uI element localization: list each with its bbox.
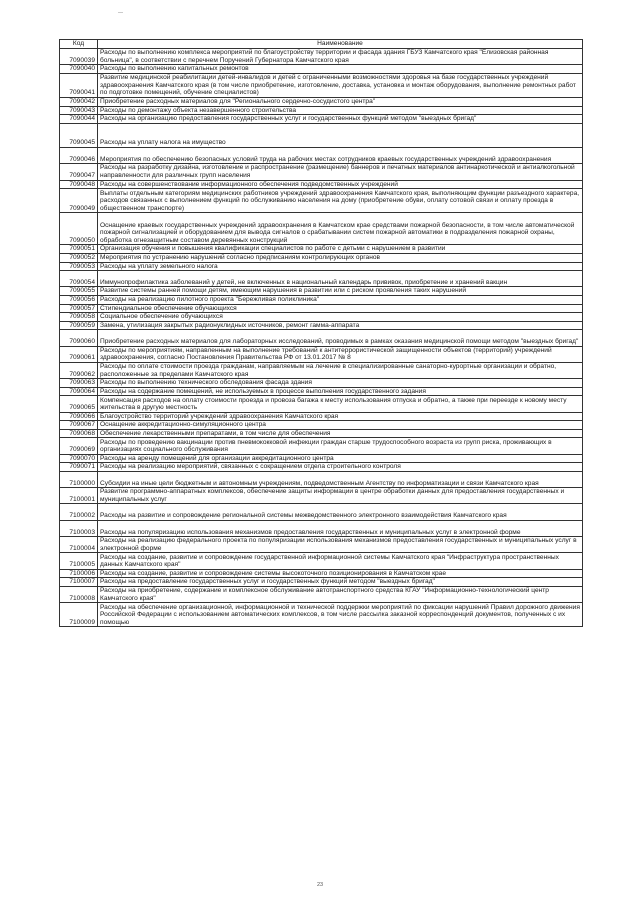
- table-header-row: [60, 40, 583, 49]
- row-code: 7090047: [60, 164, 98, 180]
- row-code: 7090050: [60, 213, 98, 245]
- table-row: [60, 65, 583, 74]
- row-name: Расходы по оплате стоимости проезда гражданам, направляемым на лечение в специализированные санаторно-курортные организации и обратно, расположенные за пределами Камчатского края: [98, 362, 583, 378]
- row-code: 7090068: [60, 429, 98, 438]
- row-code: 7100001: [60, 488, 98, 504]
- table-row: [60, 73, 583, 97]
- row-name: Расходы по выполнению технического обследования фасада здания: [98, 379, 583, 388]
- row-code: 7090041: [60, 73, 98, 97]
- codes-table: [59, 39, 583, 627]
- table-body: [60, 49, 583, 627]
- table-row: [60, 553, 583, 569]
- row-name: Приобретение расходных материалов для "Регионального сердечно-сосудистого центра": [98, 98, 583, 107]
- row-code: 7100009: [60, 603, 98, 627]
- row-code: 7090063: [60, 379, 98, 388]
- table-row: [60, 304, 583, 313]
- row-code: 7090064: [60, 387, 98, 396]
- table-row: [60, 603, 583, 627]
- table-row: [60, 164, 583, 180]
- table-row: [60, 296, 583, 305]
- row-code: 7100008: [60, 586, 98, 602]
- row-name: Организация обучения и повышения квалификации специалистов по работе с детьми с нарушением в развитии: [98, 245, 583, 254]
- table-row: [60, 180, 583, 189]
- row-code: 7100005: [60, 553, 98, 569]
- row-code: 7100007: [60, 578, 98, 587]
- table-row: [60, 578, 583, 587]
- row-code: 7090056: [60, 296, 98, 305]
- table-row: [60, 147, 583, 163]
- row-name: Расходы по выполнению капитальных ремонтов: [98, 65, 583, 74]
- table-row: [60, 421, 583, 430]
- row-name: Расходы на уплату налога на имущество: [98, 123, 583, 147]
- row-code: 7090061: [60, 346, 98, 362]
- table-row: [60, 504, 583, 520]
- table-row: [60, 287, 583, 296]
- table-row: [60, 379, 583, 388]
- row-code: 7090071: [60, 463, 98, 472]
- row-name: Расходы на реализацию пилотного проекта "Бережливая поликлиника": [98, 296, 583, 305]
- table-row: [60, 189, 583, 213]
- table-row: [60, 569, 583, 578]
- row-name: Расходы по мероприятиям, направленным на выполнение требований к антитеррористической защищенности объектов (территорий) учреждений здравоохранения, согласно Постановления Правительства РФ от 13.01.2017 № 8: [98, 346, 583, 362]
- row-name: Расходы на реализацию федерального проекта по популяризации использования механизмов предоставления государственных и муниципальных услуг в электронной форме: [98, 537, 583, 553]
- row-name: Расходы на создание, развитие и сопровождение государственной информационной системы Камчатского края "Инфраструктура пространственных данных Камчатского края": [98, 553, 583, 569]
- row-name: Мероприятия по обеспечению безопасных условий труда на рабочих местах сотрудников краевых государственных учреждений здравоохранения: [98, 147, 583, 163]
- table-row: [60, 213, 583, 245]
- row-code: 7090044: [60, 115, 98, 124]
- row-name: Расходы на совершенствование информационного обеспечения подведомственных учреждений: [98, 180, 583, 189]
- table-row: [60, 586, 583, 602]
- row-name: Расходы на разработку дизайна, изготовление и распространение (размещение) баннеров и печатных материалов антинаркотической и антиалкогольной направленности для различных групп населения: [98, 164, 583, 180]
- row-code: 7100003: [60, 520, 98, 536]
- table-row: [60, 387, 583, 396]
- row-code: 7090067: [60, 421, 98, 430]
- row-code: 7090057: [60, 304, 98, 313]
- row-name: Выплаты отдельным категориям медицинских работников учреждений здравоохранения Камчатского края, выполняющим функции разъездного характера, расходов связанных с выполнением функций по обслуживанию населения на дому (приобретение обуви, оплату сотовой связи и оплату проезда в общественном транспорте): [98, 189, 583, 213]
- row-code: 7090048: [60, 180, 98, 189]
- row-name: Расходы на уплату земельного налога: [98, 262, 583, 271]
- table-row: [60, 537, 583, 553]
- table-row: [60, 520, 583, 536]
- row-name: Расходы по проведению вакцинации против пневмококковой инфекции граждан старше трудоспособного возраста из групп риска, проживающих в организациях социального обслуживания: [98, 438, 583, 454]
- table-row: [60, 429, 583, 438]
- row-code: 7100006: [60, 569, 98, 578]
- row-name: Иммунопрофилактика заболеваний у детей, не включенных в национальный календарь прививок, приобретение и хранений вакцин: [98, 271, 583, 287]
- table-row: [60, 330, 583, 346]
- row-name: Мероприятия по устранению нарушений согласно предписаниям контролирующих органов: [98, 254, 583, 263]
- row-code: 7100002: [60, 504, 98, 520]
- row-name: Компенсация расходов на оплату стоимости проезда и провоза багажа к месту использования отпуска и обратно, а также при переезде к новому месту жительства в другую местность: [98, 396, 583, 412]
- row-name: Расходы на содержание помещений, не используемых в процессе выполнения государственного задания: [98, 387, 583, 396]
- row-name: Расходы на аренду помещений для организации аккредитационного центра: [98, 454, 583, 463]
- table-row: [60, 313, 583, 322]
- row-code: 7090051: [60, 245, 98, 254]
- row-name: Расходы по демонтажу объекта незавершенного строительства: [98, 106, 583, 115]
- row-name: Расходы на создание, развитие и сопровождение системы высокоточного позиционирования в Камчатском крае: [98, 569, 583, 578]
- row-name: Расходы на организацию предоставления государственных услуг и государственных функций методом "выездных бригад": [98, 115, 583, 124]
- table-row: [60, 396, 583, 412]
- row-name: Расходы по выполнению комплекса мероприятий по благоустройству территории и фасада здания ГБУЗ Камчатского края "Елизовская районная больница", в соответствии с перечнем Поручений Губернатора Камчатского края: [98, 49, 583, 65]
- table-row: [60, 471, 583, 487]
- row-name: Приобретение расходных материалов для лабораторных исследований, проводимых в рамках оказания медицинской помощи методом "выездных бригад": [98, 330, 583, 346]
- header-code: Код: [60, 40, 98, 49]
- row-name: Обеспечение лекарственными препаратами, в том числе для обеспечения: [98, 429, 583, 438]
- table-row: [60, 123, 583, 147]
- row-name: Развитие программно-аппаратных комплексов, обеспечение защиты информации в центре обработки данных для предоставления государственных и муниципальных услуг: [98, 488, 583, 504]
- row-name: Оснащение аккредитационно-симуляционного центра: [98, 421, 583, 430]
- table-row: [60, 454, 583, 463]
- table-row: [60, 262, 583, 271]
- row-code: 7090069: [60, 438, 98, 454]
- row-name: Расходы на обеспечение организационной, информационной и технической поддержки мероприятий по фиксации нарушений Правил дорожного движения Российской Федерации с использованием автоматических комплексов, в том числе рассылка заказной корреспонденций документов, полученных с их помощью: [98, 603, 583, 627]
- row-code: 7090053: [60, 262, 98, 271]
- row-code: 7090070: [60, 454, 98, 463]
- table-row: [60, 488, 583, 504]
- table-row: [60, 271, 583, 287]
- header-name: Наименование: [98, 40, 583, 49]
- row-code: 7090049: [60, 189, 98, 213]
- row-code: 7090043: [60, 106, 98, 115]
- table-row: [60, 463, 583, 472]
- table-row: [60, 438, 583, 454]
- row-code: 7090040: [60, 65, 98, 74]
- table-row: [60, 98, 583, 107]
- row-code: 7090052: [60, 254, 98, 263]
- row-name: Расходы на реализацию мероприятий, связанных с сокращением отдела строительного контроля: [98, 463, 583, 472]
- row-name: Стипендиальное обеспечение обучающихся: [98, 304, 583, 313]
- row-code: 7090045: [60, 123, 98, 147]
- row-code: 7090055: [60, 287, 98, 296]
- row-code: 7100000: [60, 471, 98, 487]
- row-name: Социальное обеспечение обучающихся: [98, 313, 583, 322]
- table-row: [60, 362, 583, 378]
- row-name: Расходы на популяризацию использования механизмов предоставления государственных и муниципальных услуг в электронной форме: [98, 520, 583, 536]
- row-code: 7090060: [60, 330, 98, 346]
- table-row: [60, 254, 583, 263]
- row-name: Развитие медицинской реабилитации детей-инвалидов и детей с ограниченными возможностями здоровья на базе государственных учреждений здравоохранения Камчатского края (в том числе приобретение, изготовление, доставка, установка и монтаж оборудования, выполнение ремонтных работ по подготовке помещений, обучение специалистов): [98, 73, 583, 97]
- row-name: Субсидии на иные цели бюджетным и автономным учреждениям, подведомственным Агентству по информатизации и связи Камчатского края: [98, 471, 583, 487]
- page-number: 23: [316, 882, 324, 888]
- row-code: 7090065: [60, 396, 98, 412]
- row-code: 7090046: [60, 147, 98, 163]
- row-code: 7090058: [60, 313, 98, 322]
- table-row: [60, 346, 583, 362]
- page-mark: —: [118, 10, 123, 16]
- row-name: Оснащение краевых государственных учреждений здравоохранения в Камчатском крае средствами пожарной безопасности, в том числе автоматической пожарной сигнализацией и оборудованием для вывода сигналов о срабатывании систем пожарной автоматики в подразделения пожарной охраны, обработка огнезащитным составом деревянных конструкций: [98, 213, 583, 245]
- row-name: Расходы на развитие и сопровождение региональной системы межведомственного электронного взаимодействия Камчатского края: [98, 504, 583, 520]
- row-name: Благоустройство территорий учреждений здравоохранения Камчатского края: [98, 412, 583, 421]
- row-name: Расходы на предоставление государственных услуг и государственных функций методом "выездных бригад": [98, 578, 583, 587]
- table-row: [60, 106, 583, 115]
- table-row: [60, 321, 583, 330]
- table-row: [60, 115, 583, 124]
- row-code: 7090042: [60, 98, 98, 107]
- table-row: [60, 245, 583, 254]
- row-name: Развитие системы ранней помощи детям, имеющим нарушения в развитии или с риском проявления таких нарушений: [98, 287, 583, 296]
- row-name: Расходы на приобретение, содержание и комплексное обслуживание автотранспортного средства КГАУ "Информационно-технологический центр Камчатского края": [98, 586, 583, 602]
- row-code: 7090054: [60, 271, 98, 287]
- row-code: 7090062: [60, 362, 98, 378]
- table-row: [60, 49, 583, 65]
- row-code: 7090059: [60, 321, 98, 330]
- row-code: 7100004: [60, 537, 98, 553]
- row-name: Замена, утилизация закрытых радионуклидных источников, ремонт гамма-аппарата: [98, 321, 583, 330]
- row-code: 7090039: [60, 49, 98, 65]
- table-row: [60, 412, 583, 421]
- row-code: 7090066: [60, 412, 98, 421]
